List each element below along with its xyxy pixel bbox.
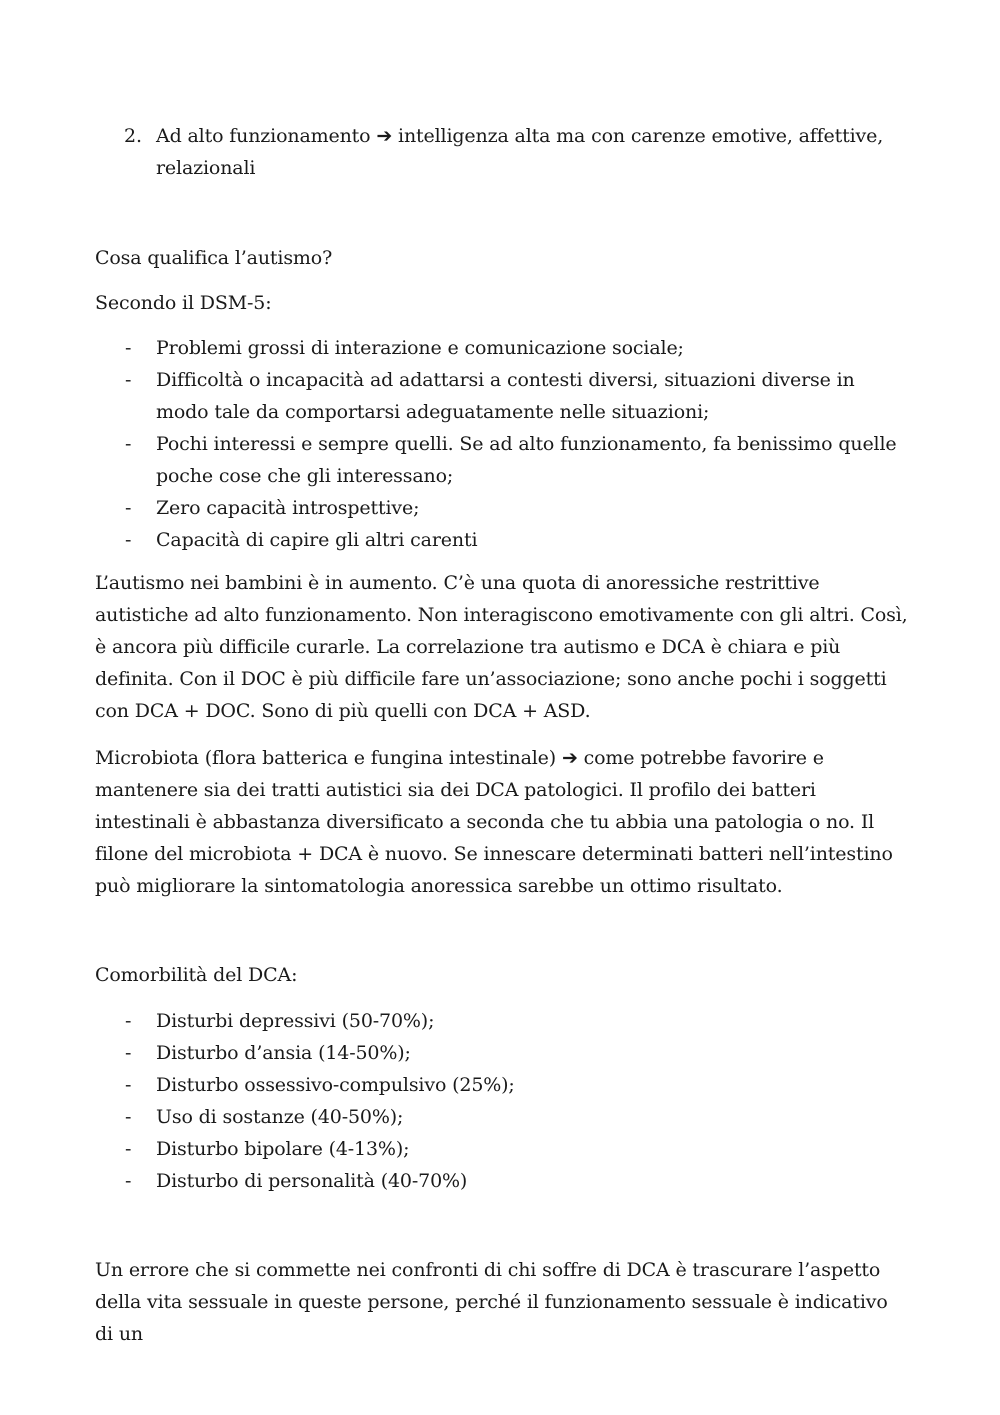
numbered-list-item — [95, 120, 910, 184]
bullet-dash: - — [125, 529, 132, 551]
microbiota-text-after-arrow: come potrebbe favorire e mantenere sia dei tratti autistici sia dei DCA patologici. Il profilo dei batteri intestinali è abbastanza diversificato a seconda che tu abbia una patologia o no. Il filone del microbiota + DCA è nuovo. Se innescare determinati batteri nell’intestino può migliorare la sintomatologia anoressica sarebbe un ottimo risultato. — [95, 747, 893, 897]
paragraph-autism: L’autismo nei bambini è in aumento. C’è una quota di anoressiche restrittive autistiche ad alto funzionamento. Non interagiscono emotivamente con gli altri. Così, è ancora più difficile curarle. La correlazione tra autismo e DCA è chiara e più definita. Con il DOC è più difficile fare un’associazione; sono anche pochi i soggetti con DCA + DOC. Sono di più quelli con DCA + ASD. — [95, 572, 908, 722]
list-item — [95, 1069, 910, 1101]
list-item-text-before-arrow: Ad alto funzionamento — [156, 125, 371, 147]
list-item-text: Zero capacità introspettive; — [156, 497, 420, 519]
list-item — [95, 492, 910, 524]
dsm-criteria-list — [95, 332, 910, 556]
bullet-dash: - — [125, 337, 132, 359]
list-item-text: Uso di sostanze (40-50%); — [156, 1106, 404, 1128]
list-item — [95, 524, 910, 556]
bullet-dash: - — [125, 1010, 132, 1032]
bullet-dash: - — [125, 369, 132, 391]
list-item-text: Difficoltà o incapacità ad adattarsi a contesti diversi, situazioni diverse in modo tale da comportarsi adeguatamente nelle situazioni; — [156, 369, 855, 423]
bullet-dash: - — [125, 1170, 132, 1192]
list-item — [95, 1133, 910, 1165]
list-item-text-after-arrow: intelligenza alta ma con carenze emotive, affettive, relazionali — [156, 125, 884, 179]
microbiota-text-before-arrow: Microbiota (flora batterica e fungina intestinale) — [95, 747, 557, 769]
list-item-text: Disturbi depressivi (50-70%); — [156, 1010, 435, 1032]
comorbidity-heading: Comorbilità del DCA: — [95, 964, 298, 986]
list-item — [95, 1005, 910, 1037]
bullet-dash: - — [125, 1074, 132, 1096]
list-item — [95, 1037, 910, 1069]
list-item — [95, 428, 910, 492]
bullet-dash: - — [125, 1106, 132, 1128]
numbered-list — [95, 120, 910, 184]
bullet-dash: - — [125, 433, 132, 455]
list-item — [95, 364, 910, 428]
list-item-text: Disturbo d’ansia (14-50%); — [156, 1042, 411, 1064]
comorbidity-list — [95, 1005, 910, 1197]
right-arrow-icon: ➔ — [561, 747, 578, 769]
list-item-text: Disturbo ossessivo-compulsivo (25%); — [156, 1074, 515, 1096]
right-arrow-icon: ➔ — [376, 125, 393, 147]
list-item-text: Pochi interessi e sempre quelli. Se ad alto funzionamento, fa benissimo quelle poche cose che gli interessano; — [156, 433, 897, 487]
bullet-dash: - — [125, 1042, 132, 1064]
bullet-dash: - — [125, 1138, 132, 1160]
list-number: 2. — [124, 125, 142, 147]
paragraph-final: Un errore che si commette nei confronti di chi soffre di DCA è trascurare l’aspetto della vita sessuale in queste persone, perché il funzionamento sessuale è indicativo di un — [95, 1259, 888, 1345]
list-item-text: Disturbo di personalità (40-70%) — [156, 1170, 468, 1192]
list-item-text: Capacità di capire gli altri carenti — [156, 529, 478, 551]
dsm-heading: Secondo il DSM-5: — [95, 292, 272, 314]
list-item-text: Disturbo bipolare (4-13%); — [156, 1138, 410, 1160]
paragraph-microbiota — [95, 742, 910, 902]
list-item — [95, 1101, 910, 1133]
bullet-dash: - — [125, 497, 132, 519]
list-item — [95, 332, 910, 364]
list-item — [95, 1165, 910, 1197]
list-item-text: Problemi grossi di interazione e comunicazione sociale; — [156, 337, 684, 359]
question-text: Cosa qualifica l’autismo? — [95, 247, 333, 269]
